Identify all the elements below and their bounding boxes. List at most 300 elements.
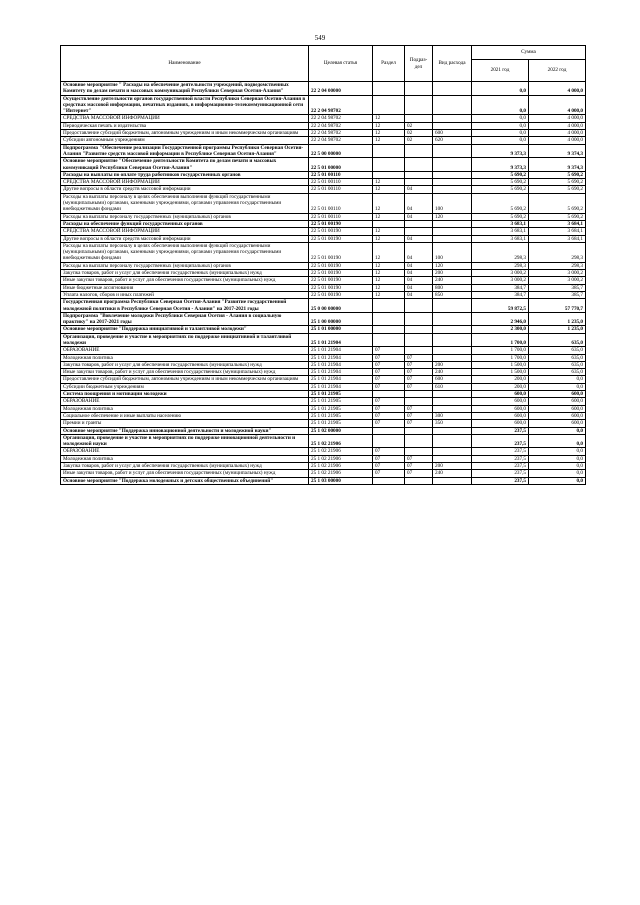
row-sum-2022: 3 684,1	[529, 228, 586, 235]
row-target-code: 25 1 02 21906	[309, 455, 373, 462]
row-sum-2022: 57 770,7	[529, 299, 586, 313]
row-section: 07	[373, 412, 405, 419]
table-row	[61, 137, 586, 144]
row-name: Молодежная политика	[61, 455, 309, 462]
row-sum-2022: 5 690,2	[529, 213, 586, 220]
table-row	[61, 193, 586, 213]
row-section	[373, 158, 405, 172]
row-expense-kind	[433, 186, 472, 193]
row-subsection: 02	[405, 130, 433, 137]
row-sum-2021: 9 373,3	[472, 158, 529, 172]
table-row	[61, 477, 586, 484]
row-sum-2021: 0,0	[472, 122, 529, 129]
row-name: Другие вопросы в области средств массовой информации	[61, 235, 309, 242]
row-expense-kind: 100	[433, 193, 472, 213]
table-row	[61, 262, 586, 269]
row-subsection	[405, 82, 433, 96]
row-target-code: 25 1 02 21906	[309, 448, 373, 455]
row-sum-2022: 0,0	[529, 463, 586, 470]
row-section	[373, 144, 405, 158]
row-subsection: 07	[405, 361, 433, 368]
row-sum-2021: 3 683,1	[472, 220, 529, 227]
row-target-code: 22 2 04 98702	[309, 130, 373, 137]
row-target-code: 22 5 00 00000	[309, 144, 373, 158]
row-name: Основное мероприятие "Обеспечение деятельности Комитета по делам печати и массовых коммуникаций Республики Северная Осетия-Алания"	[61, 158, 309, 172]
row-sum-2021: 237,5	[472, 434, 529, 448]
row-subsection	[405, 312, 433, 326]
table-row	[61, 144, 586, 158]
row-section: 12	[373, 262, 405, 269]
table-row	[61, 220, 586, 227]
row-target-code: 22 2 04 98702	[309, 122, 373, 129]
row-section	[373, 171, 405, 178]
row-section	[373, 220, 405, 227]
row-target-code: 25 1 01 21905	[309, 405, 373, 412]
table-row	[61, 115, 586, 122]
row-sum-2022: 5 690,2	[529, 179, 586, 186]
row-subsection: 04	[405, 235, 433, 242]
table-row	[61, 242, 586, 262]
row-name: Иные бюджетные ассигнования	[61, 284, 309, 291]
row-expense-kind	[433, 179, 472, 186]
row-expense-kind: 600	[433, 376, 472, 383]
row-name: Другие вопросы в области средств массовой информации	[61, 186, 309, 193]
row-subsection: 04	[405, 186, 433, 193]
row-name: СРЕДСТВА МАССОВОЙ ИНФОРМАЦИИ	[61, 115, 309, 122]
row-sum-2022: 4 000,0	[529, 115, 586, 122]
row-expense-kind	[433, 122, 472, 129]
row-subsection: 04	[405, 193, 433, 213]
row-sum-2022: 3 684,1	[529, 220, 586, 227]
row-target-code: 22 5 01 00190	[309, 262, 373, 269]
row-sum-2021: 0,0	[472, 115, 529, 122]
row-name: ОБРАЗОВАНИЕ	[61, 398, 309, 405]
row-section: 12	[373, 242, 405, 262]
row-name: Закупка товаров, работ и услуг для обеспечения государственных (муниципальных) нужд	[61, 270, 309, 277]
row-section: 12	[373, 277, 405, 284]
row-expense-kind	[433, 228, 472, 235]
row-target-code: 25 1 01 21904	[309, 347, 373, 354]
row-target-code: 25 1 02 21906	[309, 463, 373, 470]
row-target-code: 25 1 02 00000	[309, 427, 373, 434]
row-name: Иные закупки товаров, работ и услуг для обеспечения государственных (муниципальных) нужд	[61, 470, 309, 477]
row-section: 12	[373, 137, 405, 144]
row-subsection	[405, 333, 433, 347]
row-subsection: 07	[405, 470, 433, 477]
row-target-code: 25 1 02 21906	[309, 434, 373, 448]
row-expense-kind: 300	[433, 412, 472, 419]
table-row	[61, 448, 586, 455]
row-sum-2021: 600,0	[472, 391, 529, 398]
row-sum-2021: 384,7	[472, 284, 529, 291]
row-expense-kind: 610	[433, 383, 472, 390]
row-expense-kind: 350	[433, 420, 472, 427]
row-section: 12	[373, 122, 405, 129]
row-sum-2021: 2 300,0	[472, 326, 529, 333]
row-section: 07	[373, 361, 405, 368]
row-sum-2022: 3 000,2	[529, 277, 586, 284]
row-subsection	[405, 179, 433, 186]
row-sum-2021: 298,3	[472, 262, 529, 269]
row-sum-2021: 59 872,5	[472, 299, 529, 313]
row-target-code: 25 0 00 00000	[309, 299, 373, 313]
row-name: Субсидии автономным учреждениям	[61, 137, 309, 144]
row-subsection: 04	[405, 291, 433, 298]
row-name: Уплата налогов, сборов и иных платежей	[61, 291, 309, 298]
row-target-code: 25 1 01 21904	[309, 369, 373, 376]
row-target-code: 25 1 01 00000	[309, 326, 373, 333]
row-sum-2022: 600,0	[529, 405, 586, 412]
row-expense-kind	[433, 158, 472, 172]
row-sum-2021: 298,3	[472, 242, 529, 262]
row-sum-2022: 600,0	[529, 412, 586, 419]
row-target-code: 25 1 01 21904	[309, 333, 373, 347]
header-code: Целевая статья	[309, 46, 373, 82]
row-sum-2022: 600,0	[529, 391, 586, 398]
row-subsection: 04	[405, 262, 433, 269]
row-section: 12	[373, 291, 405, 298]
page-number: 549	[314, 34, 326, 42]
row-name: СРЕДСТВА МАССОВОЙ ИНФОРМАЦИИ	[61, 228, 309, 235]
row-section: 12	[373, 270, 405, 277]
row-target-code: 22 5 01 00110	[309, 186, 373, 193]
table-row	[61, 354, 586, 361]
row-subsection: 04	[405, 213, 433, 220]
row-subsection: 07	[405, 383, 433, 390]
row-name: Основное мероприятие "Поддержка инициативной и талантливой молодежи"	[61, 326, 309, 333]
row-section: 12	[373, 235, 405, 242]
row-target-code: 22 5 01 00190	[309, 235, 373, 242]
row-sum-2021: 1 500,0	[472, 361, 529, 368]
row-target-code: 25 1 01 21904	[309, 354, 373, 361]
row-name: Организация, проведение и участие в мероприятиях по поддержке инновационной деятельности и молодежной науки	[61, 434, 309, 448]
row-sum-2022: 4 000,0	[529, 95, 586, 115]
table-row	[61, 284, 586, 291]
row-expense-kind	[433, 455, 472, 462]
row-expense-kind	[433, 347, 472, 354]
row-subsection	[405, 448, 433, 455]
row-sum-2022: 635,0	[529, 333, 586, 347]
row-sum-2021: 237,5	[472, 477, 529, 484]
row-expense-kind	[433, 299, 472, 313]
row-expense-kind: 240	[433, 470, 472, 477]
row-name: Подпрограмма "Обеспечение реализации Государственной программы Республики Северная Осетия-Алания "Развитие средств массовой информации в Республике Северная Осетия-Алания"	[61, 144, 309, 158]
row-section: 12	[373, 115, 405, 122]
row-sum-2022: 0,0	[529, 376, 586, 383]
row-section: 07	[373, 398, 405, 405]
row-expense-kind	[433, 171, 472, 178]
row-target-code: 25 1 00 00000	[309, 312, 373, 326]
row-target-code: 25 1 01 21905	[309, 391, 373, 398]
table-row	[61, 376, 586, 383]
table-row	[61, 312, 586, 326]
row-expense-kind: 800	[433, 284, 472, 291]
row-section: 07	[373, 376, 405, 383]
row-subsection: 07	[405, 463, 433, 470]
row-expense-kind: 120	[433, 213, 472, 220]
table-body	[61, 82, 586, 485]
row-name: Расходы на выплаты персоналу в целях обеспечения выполнения функций государственными (муниципальными) органами, казенными учреждениями, органами управления государственными внебюджетными фондами	[61, 242, 309, 262]
row-expense-kind	[433, 398, 472, 405]
row-expense-kind	[433, 220, 472, 227]
row-sum-2022: 4 000,0	[529, 137, 586, 144]
row-expense-kind: 600	[433, 130, 472, 137]
row-sum-2021: 5 690,2	[472, 213, 529, 220]
row-name: Предоставление субсидий бюджетным, автономным учреждениям и иным некоммерческим организациям	[61, 130, 309, 137]
row-expense-kind	[433, 434, 472, 448]
header-section: Раздел	[373, 46, 405, 82]
row-section: 12	[373, 193, 405, 213]
row-name: Иные закупки товаров, работ и услуг для обеспечения государственных (муниципальных) нужд	[61, 369, 309, 376]
row-expense-kind	[433, 95, 472, 115]
row-sum-2021: 600,0	[472, 412, 529, 419]
row-target-code: 25 1 01 21904	[309, 361, 373, 368]
row-sum-2022: 3 000,2	[529, 270, 586, 277]
row-name: Подпрограмма "Вовлечение молодежи Республики Северная Осетия - Алания в социальную практику" на 2017-2021 годы	[61, 312, 309, 326]
row-sum-2021: 5 690,2	[472, 179, 529, 186]
row-sum-2021: 1 700,0	[472, 347, 529, 354]
row-sum-2021: 600,0	[472, 398, 529, 405]
row-name: Субсидии бюджетным учреждениям	[61, 383, 309, 390]
row-section: 12	[373, 213, 405, 220]
row-sum-2021: 237,5	[472, 455, 529, 462]
row-expense-kind	[433, 477, 472, 484]
row-expense-kind: 240	[433, 277, 472, 284]
row-target-code: 25 1 01 21904	[309, 376, 373, 383]
row-target-code: 25 1 03 00000	[309, 477, 373, 484]
row-target-code: 22 5 01 00110	[309, 193, 373, 213]
table-row	[61, 299, 586, 313]
row-subsection: 07	[405, 455, 433, 462]
row-subsection: 07	[405, 369, 433, 376]
row-subsection	[405, 171, 433, 178]
row-sum-2021: 3 000,2	[472, 277, 529, 284]
row-target-code: 22 5 01 00190	[309, 220, 373, 227]
row-expense-kind: 100	[433, 242, 472, 262]
row-target-code: 22 5 01 00190	[309, 284, 373, 291]
row-expense-kind: 200	[433, 361, 472, 368]
row-sum-2022: 600,0	[529, 420, 586, 427]
row-sum-2022: 635,0	[529, 354, 586, 361]
row-sum-2021: 9 373,3	[472, 144, 529, 158]
row-sum-2022: 0,0	[529, 427, 586, 434]
row-expense-kind: 200	[433, 270, 472, 277]
row-name: Молодежная политика	[61, 354, 309, 361]
row-sum-2022: 385,7	[529, 284, 586, 291]
row-subsection: 04	[405, 242, 433, 262]
row-target-code: 22 5 01 00190	[309, 277, 373, 284]
row-target-code: 22 5 01 00110	[309, 171, 373, 178]
table-row	[61, 405, 586, 412]
budget-table	[60, 45, 586, 485]
row-subsection: 07	[405, 376, 433, 383]
row-name: Расходы на выплаты персоналу в целях обеспечения выполнения функций государственными (муниципальными) органами, казенными учреждениями, органами управления государственными внебюджетными фондами	[61, 193, 309, 213]
row-sum-2021: 200,0	[472, 383, 529, 390]
row-expense-kind	[433, 115, 472, 122]
row-target-code: 25 1 01 21905	[309, 398, 373, 405]
row-target-code: 22 5 01 00110	[309, 179, 373, 186]
table-row	[61, 95, 586, 115]
row-subsection	[405, 347, 433, 354]
row-sum-2021: 237,5	[472, 448, 529, 455]
row-sum-2022: 385,7	[529, 291, 586, 298]
table-row	[61, 333, 586, 347]
row-subsection	[405, 477, 433, 484]
row-name: Закупка товаров, работ и услуг для обеспечения государственных (муниципальных) нужд	[61, 361, 309, 368]
row-sum-2022: 0,0	[529, 383, 586, 390]
row-target-code: 22 5 01 00190	[309, 228, 373, 235]
row-sum-2022: 3 684,1	[529, 235, 586, 242]
row-subsection: 04	[405, 277, 433, 284]
row-subsection: 07	[405, 354, 433, 361]
row-sum-2022: 0,0	[529, 434, 586, 448]
row-sum-2021: 5 690,2	[472, 193, 529, 213]
header-kind: Вид расхода	[433, 46, 472, 82]
row-sum-2021: 0,0	[472, 130, 529, 137]
row-section	[373, 95, 405, 115]
table-row	[61, 463, 586, 470]
row-sum-2021: 2 946,0	[472, 312, 529, 326]
table-row	[61, 361, 586, 368]
row-subsection	[405, 158, 433, 172]
row-sum-2022: 0,0	[529, 448, 586, 455]
header-name: Наименование	[61, 46, 309, 82]
table-row	[61, 130, 586, 137]
row-sum-2022: 4 000,0	[529, 82, 586, 96]
row-sum-2021: 5 690,2	[472, 171, 529, 178]
row-section	[373, 391, 405, 398]
row-section	[373, 312, 405, 326]
row-subsection	[405, 95, 433, 115]
row-name: Предоставление субсидий бюджетным, автономным учреждениям и иным некоммерческим организациям	[61, 376, 309, 383]
row-section: 07	[373, 383, 405, 390]
row-subsection: 02	[405, 137, 433, 144]
row-sum-2022: 4 000,0	[529, 130, 586, 137]
table-row	[61, 179, 586, 186]
row-sum-2022: 635,0	[529, 347, 586, 354]
row-sum-2021: 237,5	[472, 470, 529, 477]
table-row	[61, 434, 586, 448]
row-sum-2021: 600,0	[472, 420, 529, 427]
table-row	[61, 228, 586, 235]
row-sum-2022: 4 000,0	[529, 122, 586, 129]
row-sum-2021: 237,5	[472, 427, 529, 434]
row-sum-2022: 0,0	[529, 477, 586, 484]
row-target-code: 25 1 01 21905	[309, 420, 373, 427]
row-name: ОБРАЗОВАНИЕ	[61, 448, 309, 455]
row-target-code: 22 2 04 98702	[309, 115, 373, 122]
table-row	[61, 398, 586, 405]
row-sum-2021: 3 683,1	[472, 228, 529, 235]
header-2022: 2022 год	[529, 60, 586, 82]
table-row	[61, 291, 586, 298]
table-row	[61, 470, 586, 477]
row-subsection	[405, 427, 433, 434]
row-section: 12	[373, 179, 405, 186]
row-sum-2021: 384,7	[472, 291, 529, 298]
row-name: СРЕДСТВА МАССОВОЙ ИНФОРМАЦИИ	[61, 179, 309, 186]
row-section	[373, 299, 405, 313]
header-2021: 2021 год	[472, 60, 529, 82]
row-expense-kind	[433, 427, 472, 434]
row-name: Закупка товаров, работ и услуг для обеспечения государственных (муниципальных) нужд	[61, 463, 309, 470]
row-name: Расходы на выплаты персоналу государственных (муниципальных) органов	[61, 213, 309, 220]
row-sum-2022: 0,0	[529, 470, 586, 477]
row-sum-2021: 3 000,2	[472, 270, 529, 277]
row-name: Периодическая печать и издательства	[61, 122, 309, 129]
row-sum-2021: 600,0	[472, 405, 529, 412]
row-section	[373, 333, 405, 347]
table-row	[61, 412, 586, 419]
row-expense-kind	[433, 333, 472, 347]
row-section	[373, 427, 405, 434]
row-subsection	[405, 326, 433, 333]
row-target-code: 25 1 01 21905	[309, 412, 373, 419]
row-sum-2021: 0,0	[472, 95, 529, 115]
row-expense-kind	[433, 448, 472, 455]
row-sum-2022: 298,3	[529, 262, 586, 269]
table-row	[61, 82, 586, 96]
table-row	[61, 391, 586, 398]
row-name: Основное мероприятие "Поддержка молодежных и детских общественных объединений"	[61, 477, 309, 484]
table-row	[61, 277, 586, 284]
row-subsection	[405, 228, 433, 235]
row-subsection: 07	[405, 412, 433, 419]
row-sum-2022: 0,0	[529, 455, 586, 462]
row-subsection	[405, 398, 433, 405]
row-sum-2021: 3 683,1	[472, 235, 529, 242]
row-target-code: 22 5 01 00190	[309, 242, 373, 262]
row-target-code: 22 5 01 00190	[309, 270, 373, 277]
row-section: 07	[373, 463, 405, 470]
header-sum: Сумма	[472, 46, 586, 60]
row-subsection: 07	[405, 420, 433, 427]
row-expense-kind: 850	[433, 291, 472, 298]
row-section: 12	[373, 186, 405, 193]
row-target-code: 22 2 04 98702	[309, 137, 373, 144]
row-target-code: 22 5 01 00110	[309, 213, 373, 220]
row-subsection	[405, 299, 433, 313]
row-sum-2022: 635,0	[529, 361, 586, 368]
row-target-code: 25 1 01 21904	[309, 383, 373, 390]
row-sum-2022: 9 374,3	[529, 158, 586, 172]
row-expense-kind	[433, 235, 472, 242]
row-name: Организация, проведение и участие в мероприятиях по поддержке инициативной и талантливой молодежи	[61, 333, 309, 347]
row-target-code: 22 5 01 00000	[309, 158, 373, 172]
table-row	[61, 158, 586, 172]
row-subsection	[405, 391, 433, 398]
row-section	[373, 434, 405, 448]
table-row	[61, 427, 586, 434]
row-subsection: 07	[405, 405, 433, 412]
row-name: Иные закупки товаров, работ и услуг для обеспечения государственных (муниципальных) нужд	[61, 277, 309, 284]
row-name: Основное мероприятие "Поддержка инновационной деятельности и молодежной науки"	[61, 427, 309, 434]
row-section: 12	[373, 284, 405, 291]
row-subsection	[405, 115, 433, 122]
row-subsection: 04	[405, 270, 433, 277]
table-row	[61, 122, 586, 129]
row-expense-kind: 620	[433, 137, 472, 144]
row-sum-2022: 635,0	[529, 369, 586, 376]
row-section: 07	[373, 420, 405, 427]
table-row	[61, 420, 586, 427]
row-name: ОБРАЗОВАНИЕ	[61, 347, 309, 354]
table-row	[61, 235, 586, 242]
row-sum-2022: 600,0	[529, 398, 586, 405]
row-expense-kind	[433, 144, 472, 158]
row-sum-2022: 1 235,0	[529, 312, 586, 326]
table-row	[61, 186, 586, 193]
